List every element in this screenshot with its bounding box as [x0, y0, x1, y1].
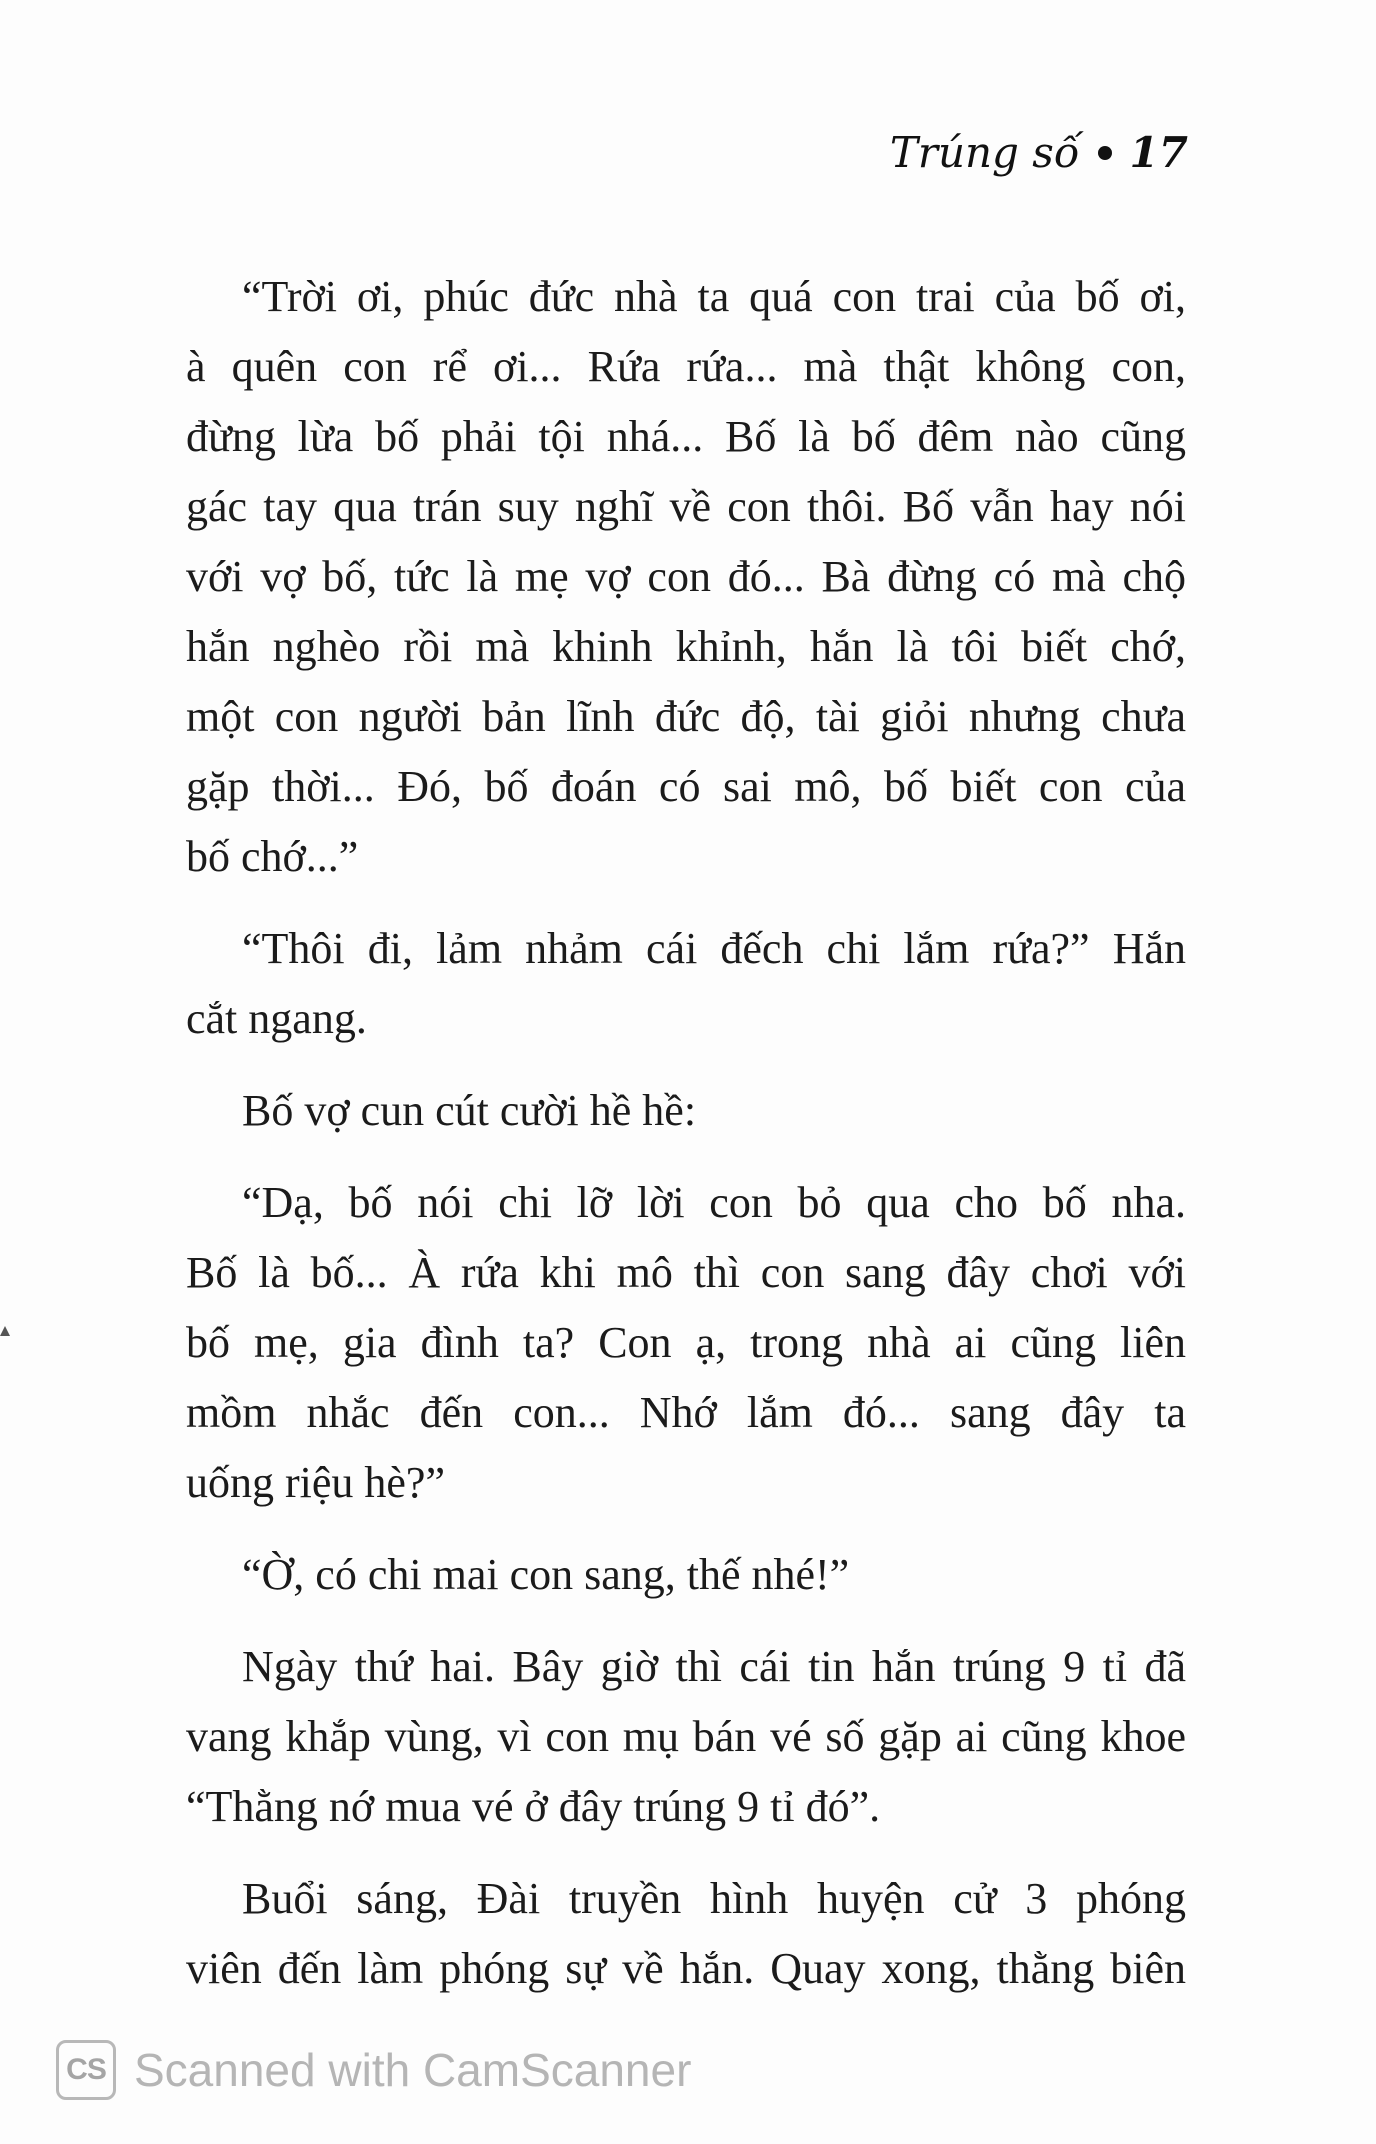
text-line: mồm nhắc đến con... Nhớ lắm đó... sang đây ta: [186, 1388, 1186, 1437]
text-line: à quên con rể ơi... Rứa rứa... mà thật không con,: [186, 342, 1186, 391]
text-line: vang khắp vùng, vì con mụ bán vé số gặp ai cũng khoe: [186, 1712, 1186, 1761]
text-line: một con người bản lĩnh đức độ, tài giỏi nhưng chưa: [186, 692, 1186, 741]
paragraph: [186, 1864, 1186, 2004]
paragraph: [186, 914, 1186, 1054]
text-line: “Ờ, có chi mai con sang, thế nhé!”: [242, 1550, 850, 1599]
text-line: “Thôi đi, lảm nhảm cái đếch chi lắm rứa?” Hắn: [242, 924, 1186, 973]
text-line: đừng lừa bố phải tội nhá... Bố là bố đêm nào cũng: [186, 412, 1186, 461]
camscanner-logo-icon: CS: [56, 2040, 116, 2100]
text-line: “Trời ơi, phúc đức nhà ta quá con trai của bố ơi,: [242, 272, 1186, 321]
text-line: bố chớ...”: [186, 832, 359, 881]
paragraph: [186, 262, 1186, 892]
watermark-text: Scanned with CamScanner: [134, 2044, 692, 2096]
text-line: viên đến làm phóng sự về hắn. Quay xong, thằng biên: [186, 1944, 1186, 1993]
text-line: Bố là bố... À rứa khi mô thì con sang đây chơi với: [186, 1248, 1186, 1297]
body-text: [186, 262, 1186, 2004]
text-line: với vợ bố, tức là mẹ vợ con đó... Bà đừng có mà chộ: [186, 552, 1186, 601]
text-line: gác tay qua trán suy nghĩ về con thôi. Bố vẫn hay nói: [186, 482, 1186, 531]
text-line: hắn nghèo rồi mà khinh khỉnh, hắn là tôi biết chớ,: [186, 622, 1186, 671]
text-line: uống riệu hè?”: [186, 1458, 445, 1507]
section-title: Trúng số: [889, 128, 1080, 177]
paragraph: [186, 1076, 1186, 1146]
paragraph: [186, 1632, 1186, 1842]
text-line: “Thằng nớ mua vé ở đây trúng 9 tỉ đó”.: [186, 1782, 881, 1831]
paragraph: [186, 1540, 1186, 1610]
margin-mark-icon: [0, 1326, 10, 1336]
text-line: “Dạ, bố nói chi lỡ lời con bỏ qua cho bố nha.: [242, 1178, 1186, 1227]
page-number: 17: [1129, 128, 1188, 177]
scanner-watermark: [56, 2040, 691, 2100]
text-line: Ngày thứ hai. Bây giờ thì cái tin hắn trúng 9 tỉ đã: [242, 1642, 1186, 1691]
text-line: bố mẹ, gia đình ta? Con ạ, trong nhà ai cũng liên: [186, 1318, 1186, 1367]
text-line: Buổi sáng, Đài truyền hình huyện cử 3 phóng: [242, 1874, 1186, 1923]
text-line: gặp thời... Đó, bố đoán có sai mô, bố biết con của: [186, 762, 1186, 811]
paragraph: [186, 1168, 1186, 1518]
text-line: Bố vợ cun cút cười hề hề:: [242, 1086, 697, 1135]
running-header: [890, 128, 1188, 177]
bullet-separator: [1098, 146, 1112, 160]
text-line: cắt ngang.: [186, 994, 367, 1043]
